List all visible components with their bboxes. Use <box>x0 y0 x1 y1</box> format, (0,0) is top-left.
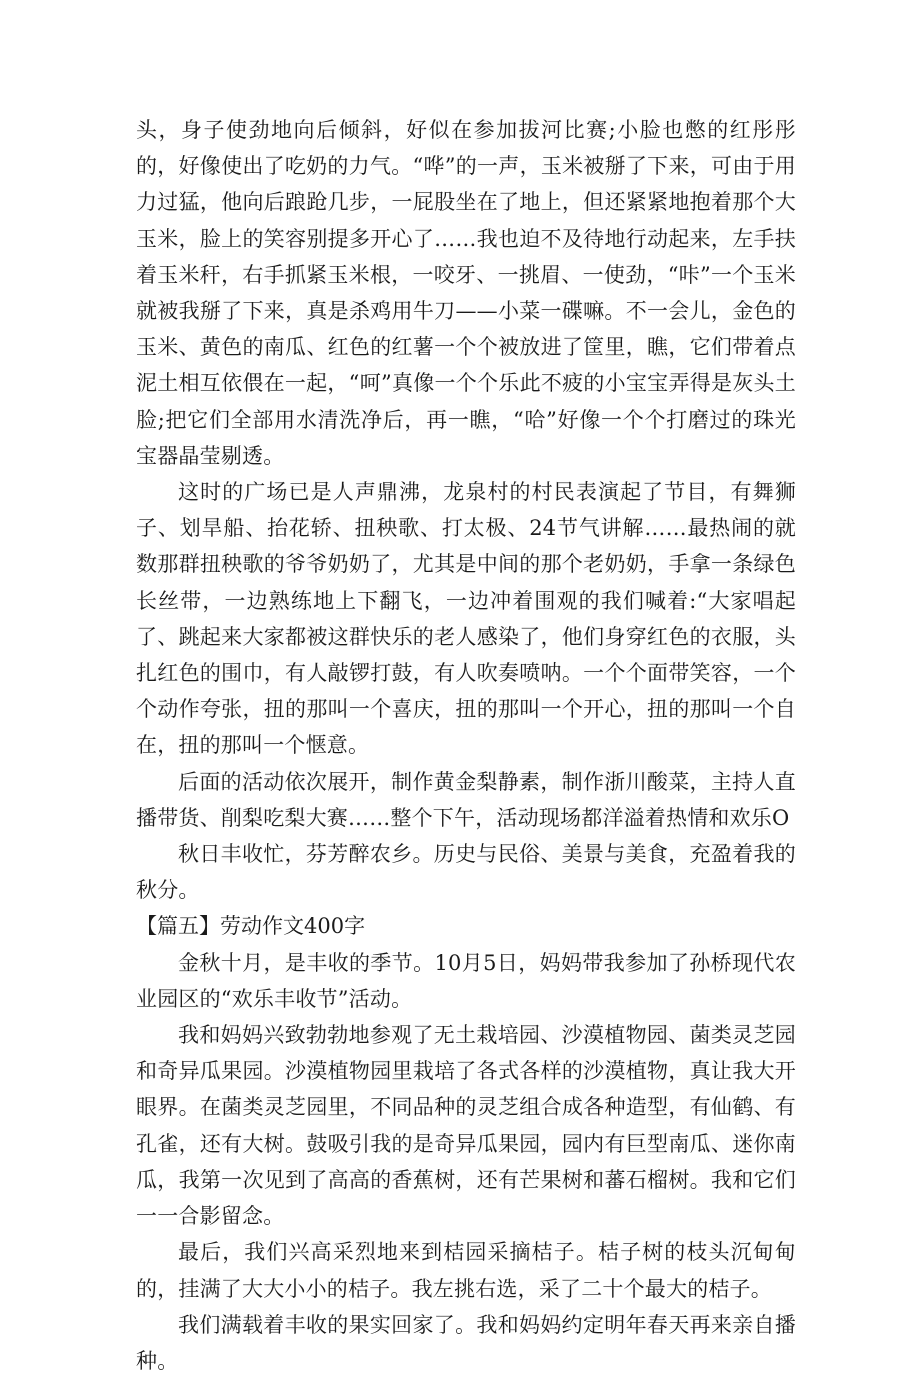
document-body <box>136 112 796 1379</box>
paragraph-square-performance: 这时的广场已是人声鼎沸，龙泉村的村民表演起了节目，有舞狮子、划旱船、抬花轿、扭秧歌、打太极、24节气讲解……最热闹的就数那群扭秧歌的爷爷奶奶了，尤其是中间的那个老奶奶，手拿一条绿色长丝带，一边熟练地上下翻飞，一边冲着围观的我们喊着:“大家唱起了、跳起来大家都被这群快乐的老人感染了，他们身穿红色的衣服，头扎红色的围巾，有人敲锣打鼓，有人吹奏喷呐。一个个面带笑容，一个个动作夸张，扭的那叫一个喜庆，扭的那叫一个开心，扭的那叫一个自在，扭的那叫一个惬意。 <box>136 480 796 758</box>
paragraph-orange-picking: 最后，我们兴高采烈地来到桔园采摘桔子。桔子树的枝头沉甸甸的，挂满了大大小小的桔子。我左挑右选，采了二十个最大的桔子。 <box>136 1240 796 1301</box>
paragraph-autumn-summary: 秋日丰收忙，芬芳醉农乡。历史与民俗、美景与美食，充盈着我的秋分。 <box>136 842 796 903</box>
section-heading: 【篇五】劳动作文400字 <box>136 914 366 939</box>
paragraph-harvest-festival-intro: 金秋十月，是丰收的季节。10月5日，妈妈带我参加了孙桥现代农业园区的“欢乐丰收节”活动。 <box>136 950 796 1011</box>
paragraph-corn-harvest: 头，身子使劲地向后倾斜，好似在参加拔河比赛;小脸也憋的红彤彤的，好像使出了吃奶的力气。“哗”的一声，玉米被掰了下来，可由于用力过猛，他向后踉跄几步，一屁股坐在了地上，但还紧紧地抱着那个大玉米，脸上的笑容别提多开心了……我也迫不及待地行动起来，左手扶着玉米秆，右手抓紧玉米根，一咬牙、一挑眉、一使劲，“咔”一个玉米就被我掰了下来，真是杀鸡用牛刀——小菜一碟嘛。不一会儿，金色的玉米、黄色的南瓜、红色的红薯一个个被放进了筐里，瞧，它们带着点泥土相互依偎在一起，“呵”真像一个个乐此不疲的小宝宝弄得是灰头土脸;把它们全部用水清洗净后，再一瞧，“哈”好像一个个打磨过的珠光宝器晶莹剔透。 <box>136 118 796 468</box>
paragraph-going-home: 我们满载着丰收的果实回家了。我和妈妈约定明年春天再来亲自播种。 <box>136 1312 796 1373</box>
paragraph-afternoon-activities: 后面的活动依次展开，制作黄金梨静素，制作浙川酸菜，主持人直播带货、削梨吃梨大赛……整个下午，活动现场都洋溢着热情和欢乐O <box>136 769 796 830</box>
paragraph-garden-tour: 我和妈妈兴致勃勃地参观了无土栽培园、沙漠植物园、菌类灵芝园和奇异瓜果园。沙漠植物园里栽培了各式各样的沙漠植物，真让我大开眼界。在菌类灵芝园里，不同品种的灵芝组合成各种造型，有仙鹤、有孔雀，还有大树。鼓吸引我的是奇异瓜果园，园内有巨型南瓜、迷你南瓜，我第一次见到了高高的香蕉树，还有芒果树和蕃石榴树。我和它们一一合影留念。 <box>136 1023 796 1229</box>
